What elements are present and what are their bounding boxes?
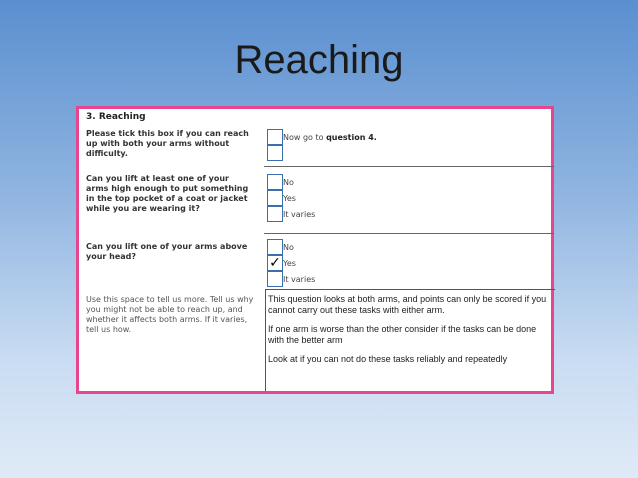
option-label-yes: Yes	[283, 194, 296, 203]
divider	[264, 233, 554, 234]
slide-title: Reaching	[234, 38, 404, 82]
checkbox-above-head-varies[interactable]	[267, 271, 283, 287]
question-top-pocket: Can you lift at least one of your arms high enough to put something in the top pocket of a coat or jacket while you are wearing it?	[86, 174, 249, 213]
form-card	[76, 106, 554, 394]
checkbox-top-pocket-no[interactable]	[267, 174, 283, 190]
checkbox-above-head-no[interactable]	[267, 239, 283, 255]
option-label-yes: Yes	[283, 259, 296, 268]
option-label-no: No	[283, 243, 294, 252]
checkbox-above-head-yes[interactable]: ✓	[267, 255, 283, 271]
option-label-varies: It varies	[283, 275, 316, 284]
instruction-text: Now go to question 4.	[283, 133, 377, 142]
divider	[264, 166, 554, 167]
option-label-varies: It varies	[283, 210, 316, 219]
answer-line: If one arm is worse than the other consider if the tasks can be done with the better arm	[268, 324, 537, 345]
answer-line: Look at if you can not do these tasks reliably and repeatedly	[268, 354, 508, 364]
answer-line: This question looks at both arms, and points can only be scored if you cannot carry out these tasks with either arm.	[268, 294, 547, 315]
checkbox-blank[interactable]	[267, 145, 283, 161]
notes-prompt: Use this space to tell us more. Tell us why you might not be able to reach up, and whether it affects both arms. If it varies, tell us how.	[86, 295, 254, 334]
question-above-head: Can you lift one of your arms above your head?	[86, 242, 248, 261]
option-label-no: No	[283, 178, 294, 187]
instruction-target: question 4.	[326, 133, 377, 142]
checkbox-top-pocket-varies[interactable]	[267, 206, 283, 222]
checkbox-top-pocket-yes[interactable]	[267, 190, 283, 206]
notes-answer	[268, 294, 554, 373]
checkbox-reach-both-arms[interactable]	[267, 129, 283, 145]
section-label: 3. Reaching	[86, 112, 146, 122]
question-reach-both-arms: Please tick this box if you can reach up with both your arms without difficulty.	[86, 129, 249, 158]
